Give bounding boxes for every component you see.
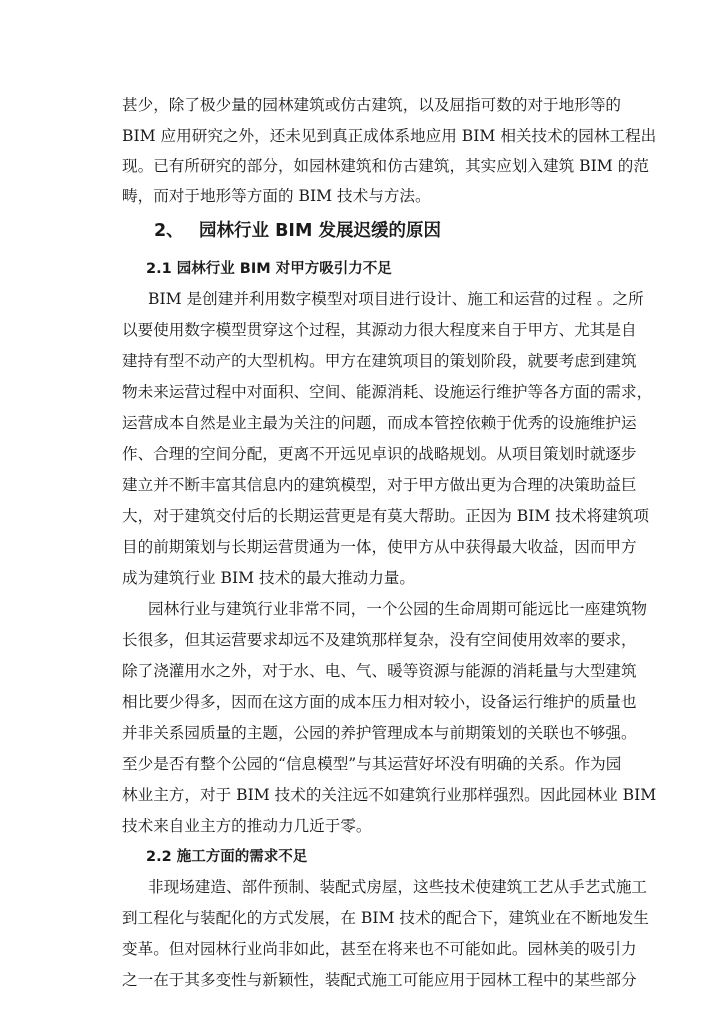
paragraph-line: 至少是否有整个公园的“信息模型”与其运营好坏没有明确的关系。作为园 <box>122 755 622 773</box>
section-number: 2、 <box>154 221 184 241</box>
subsection-heading: 2.1 园林行业 BIM 对甲方吸引力不足 <box>146 261 392 277</box>
paragraph-line: 园林行业与建筑行业非常不同，一个公园的生命周期可能远比一座建筑物 <box>148 600 648 618</box>
paragraph-line: 以要使用数字模型贯穿这个过程，其源动力很大程度来自于甲方、尤其是自 <box>122 321 637 339</box>
subsection-heading: 2.2 施工方面的需求不足 <box>146 849 308 865</box>
paragraph-line: 建立并不断丰富其信息内的建筑模型，对于甲方做出更为合理的决策助益巨 <box>122 476 637 494</box>
paragraph-line: 非现场建造、部件预制、装配式房屋，这些技术使建筑工艺从手艺式施工 <box>148 878 648 896</box>
paragraph-line: 相比要少得多，因而在这方面的成本压力相对较小，设备运行维护的质量也 <box>122 693 637 711</box>
paragraph-line: 除了浇灌用水之外，对于水、电、气、暖等资源与能源的消耗量与大型建筑 <box>122 662 637 680</box>
section-heading <box>154 219 441 243</box>
paragraph-line: 并非关系园质量的主题，公园的养护管理成本与前期策划的关联也不够强。 <box>122 724 637 742</box>
paragraph-line: 长很多，但其运营要求却远不及建筑那样复杂，没有空间使用效率的要求， <box>122 631 637 649</box>
paragraph-line: 运营成本自然是业主最为关注的问题，而成本管控依赖于优秀的设施维护运 <box>122 414 637 432</box>
section-title: 园林行业 BIM 发展迟缓的原因 <box>199 221 441 241</box>
intro-line: 畴，而对于地形等方面的 BIM 技术与方法。 <box>122 187 431 205</box>
paragraph-line: 到工程化与装配化的方式发展，在 BIM 技术的配合下，建筑业在不断地发生 <box>122 909 649 927</box>
intro-line: 现。已有所研究的部分，如园林建筑和仿古建筑，其实应划入建筑 BIM 的范 <box>122 157 649 175</box>
paragraph-line: 作、合理的空间分配，更离不开远见卓识的战略规划。从项目策划时就逐步 <box>122 445 637 463</box>
paragraph-line: 物未来运营过程中对面积、空间、能源消耗、设施运行维护等各方面的需求， <box>122 383 653 401</box>
intro-line: BIM 应用研究之外，还未见到真正成体系地应用 BIM 相关技术的园林工程出 <box>122 127 657 145</box>
paragraph-line: BIM 是创建并利用数字模型对项目进行设计、施工和运营的过程 。之所 <box>148 290 644 308</box>
paragraph-line: 之一在于其多变性与新颖性，装配式施工可能应用于园林工程中的某些部分 <box>122 971 637 989</box>
paragraph-line: 林业主方，对于 BIM 技术的关注远不如建筑行业那样强烈。因此园林业 BIM <box>122 786 657 804</box>
paragraph-line: 建持有型不动产的大型机构。甲方在建筑项目的策划阶段，就要考虑到建筑 <box>122 352 637 370</box>
paragraph-line: 技术来自业主方的推动力几近于零。 <box>122 817 372 835</box>
paragraph-line: 目的前期策划与长期运营贯通为一体，使甲方从中获得最大收益，因而甲方 <box>122 538 637 556</box>
paragraph-line: 大，对于建筑交付后的长期运营更是有莫大帮助。正因为 BIM 技术将建筑项 <box>122 507 649 525</box>
paragraph-line: 变革。但对园林行业尚非如此，甚至在将来也不可能如此。园林美的吸引力 <box>122 940 637 958</box>
paragraph-line: 成为建筑行业 BIM 技术的最大推动力量。 <box>122 569 415 587</box>
intro-line: 甚少，除了极少量的园林建筑或仿古建筑，以及屈指可数的对于地形等的 <box>122 96 622 114</box>
